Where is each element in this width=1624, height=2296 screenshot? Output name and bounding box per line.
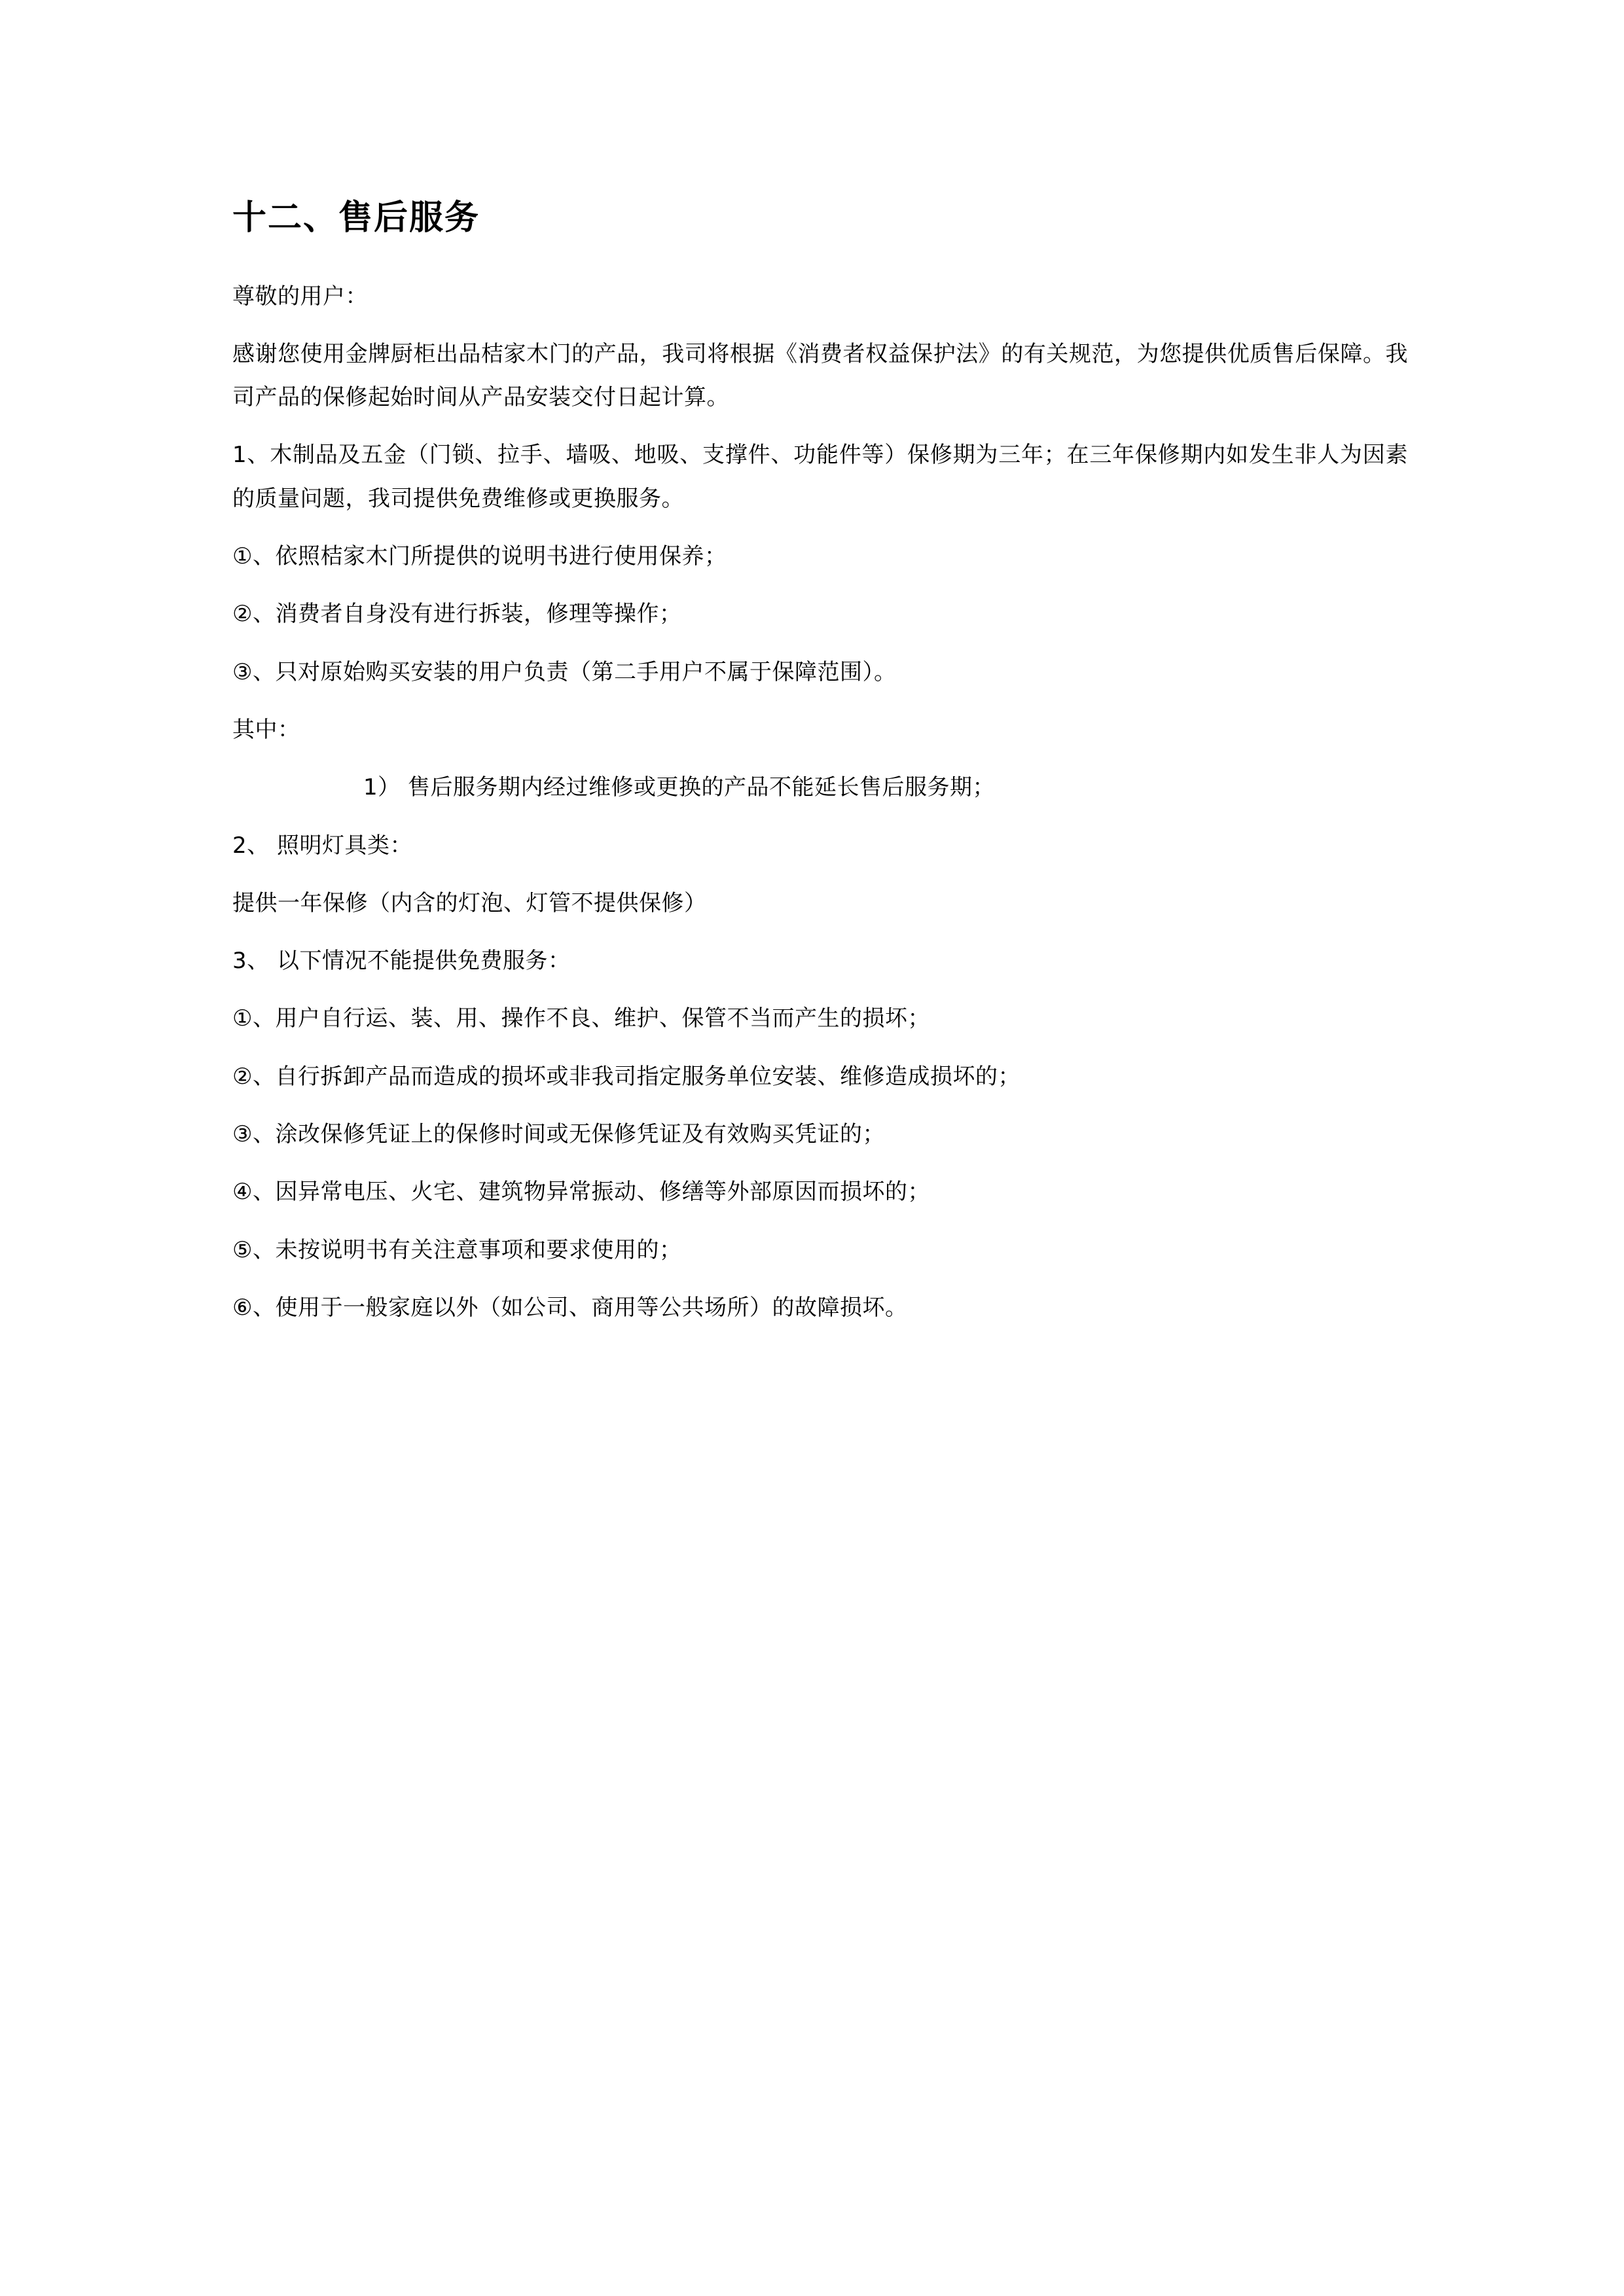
paragraph-among-which-item-1: 1） 售后服务期内经过维修或更换的产品不能延长售后服务期；	[363, 774, 995, 801]
paragraph-item-3: 3、 以下情况不能提供免费服务：	[232, 948, 571, 975]
document-body	[232, 275, 1408, 1330]
paragraph-among-which: 其中：	[232, 716, 300, 743]
paragraph-item-1-sub-1: ①、依照桔家木门所提供的说明书进行使用保养；	[232, 543, 727, 570]
paragraph-item-1-sub-3: ③、只对原始购买安装的用户负责（第二手用户不属于保障范围）。	[232, 658, 897, 685]
page-title: 十二、售后服务	[232, 198, 480, 238]
paragraph-item-3-sub-5: ⑤、未按说明书有关注意事项和要求使用的；	[232, 1236, 682, 1263]
paragraph-item-3-sub-2: ②、自行拆卸产品而造成的损坏或非我司指定服务单位安装、维修造成损坏的；	[232, 1063, 1020, 1090]
paragraph-item-3-sub-1: ①、用户自行运、装、用、操作不良、维护、保管不当而产生的损坏；	[232, 1005, 930, 1032]
paragraph-item-1: 1、木制品及五金（门锁、拉手、墙吸、地吸、支撑件、功能件等）保修期为三年；在三年保修期内如发生非人为因素的质量问题，我司提供免费维修或更换服务。	[232, 442, 1408, 512]
paragraph-salutation: 尊敬的用户：	[232, 283, 368, 310]
paragraph-item-3-sub-3: ③、涂改保修凭证上的保修时间或无保修凭证及有效购买凭证的；	[232, 1121, 885, 1148]
paragraph-item-2: 2、 照明灯具类：	[232, 832, 412, 859]
paragraph-intro: 感谢您使用金牌厨柜出品桔家木门的产品，我司将根据《消费者权益保护法》的有关规范，为您提供优质售后保障。我司产品的保修起始时间从产品安装交付日起计算。	[232, 340, 1408, 411]
paragraph-item-2-body: 提供一年保修（内含的灯泡、灯管不提供保修）	[232, 889, 707, 916]
paragraph-item-3-sub-6: ⑥、使用于一般家庭以外（如公司、商用等公共场所）的故障损坏。	[232, 1294, 908, 1321]
paragraph-item-3-sub-4: ④、因异常电压、火宅、建筑物异常振动、修缮等外部原因而损坏的；	[232, 1179, 930, 1206]
paragraph-item-1-sub-2: ②、消费者自身没有进行拆装，修理等操作；	[232, 601, 682, 628]
